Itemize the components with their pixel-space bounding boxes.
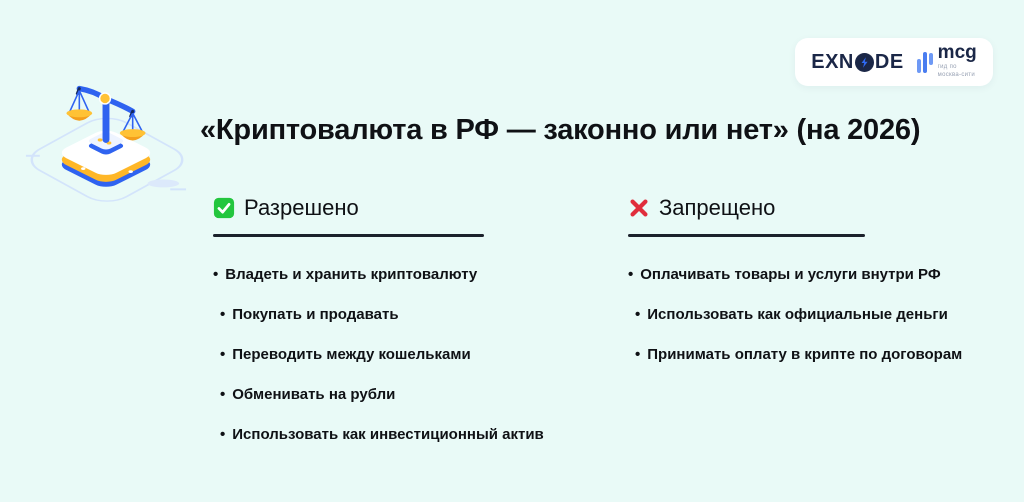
check-icon xyxy=(213,197,235,219)
mcg-bars-icon xyxy=(917,51,933,73)
cross-icon xyxy=(628,197,650,219)
mcg-logo xyxy=(917,44,977,79)
allowed-list xyxy=(213,266,553,466)
forbidden-heading-label: Запрещено xyxy=(659,195,776,220)
forbidden-heading xyxy=(628,195,775,221)
exnode-text-left: EXN xyxy=(811,50,854,73)
list-item xyxy=(213,386,553,406)
list-item-text: Обменивать на рубли xyxy=(232,386,396,403)
list-item xyxy=(213,266,553,286)
allowed-heading xyxy=(213,195,359,221)
bullet-glyph: • xyxy=(220,386,226,403)
list-item-text: Переводить между кошельками xyxy=(232,346,471,363)
list-item xyxy=(628,266,1008,286)
mcg-text xyxy=(938,44,977,79)
exnode-logo xyxy=(811,51,903,74)
bullet-glyph: • xyxy=(220,306,226,323)
list-item-text: Владеть и хранить криптовалюту xyxy=(225,266,478,283)
list-item xyxy=(628,306,1008,326)
mcg-tagline-1: гид по xyxy=(937,63,957,70)
list-item xyxy=(213,306,553,326)
mcg-name: mcg xyxy=(937,42,977,64)
bullet-glyph: • xyxy=(220,426,226,443)
list-item-text: Использовать как официальные деньги xyxy=(647,306,948,323)
exnode-text-right: DE xyxy=(874,50,904,73)
list-item-text: Покупать и продавать xyxy=(232,306,399,323)
page-title: «Криптовалюта в РФ — законно или нет» (на 2026) xyxy=(200,114,921,146)
allowed-heading-label: Разрешено xyxy=(244,195,359,220)
bullet-glyph: • xyxy=(635,346,641,363)
forbidden-list xyxy=(628,266,1008,386)
list-item xyxy=(628,346,1008,366)
allowed-divider xyxy=(213,234,484,237)
list-item-text: Использовать как инвестиционный актив xyxy=(232,426,544,443)
bullet-glyph: • xyxy=(635,306,641,323)
exnode-bolt-icon xyxy=(855,53,874,72)
scales-illustration xyxy=(22,68,190,208)
bullet-glyph: • xyxy=(628,266,634,283)
bullet-glyph: • xyxy=(220,346,226,363)
forbidden-divider xyxy=(628,234,865,237)
list-item xyxy=(213,426,553,446)
mcg-tagline-2: москва-сити xyxy=(937,72,975,79)
list-item-text: Оплачивать товары и услуги внутри РФ xyxy=(640,266,941,283)
logo-box xyxy=(795,38,993,86)
bullet-glyph: • xyxy=(213,266,219,283)
list-item-text: Принимать оплату в крипте по договорам xyxy=(647,346,963,363)
list-item xyxy=(213,346,553,366)
